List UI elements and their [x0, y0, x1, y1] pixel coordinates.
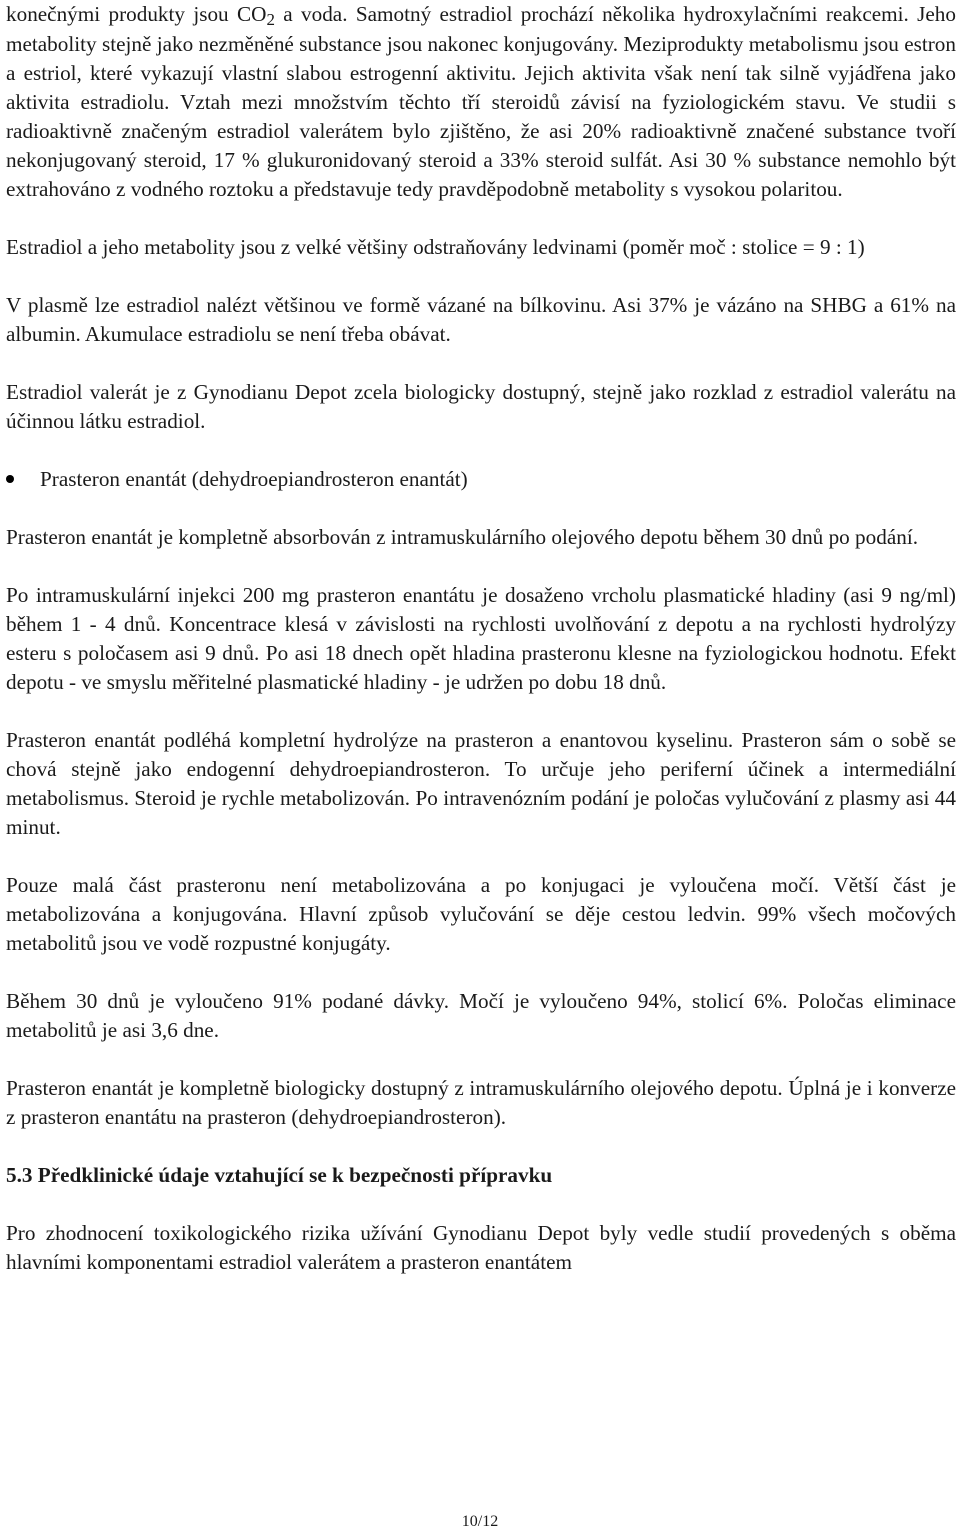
paragraph-bioavailability: Estradiol valerát je z Gynodianu Depot zcela biologicky dostupný, stejně jako rozklad z estradiol valerátu na účinnou látku estradiol. — [6, 380, 956, 433]
paragraph-prasteron-excretion: Během 30 dnů je vyloučeno 91% podané dávky. Močí je vyloučeno 94%, stolicí 6%. Poločas eliminace metabolitů je asi 3,6 dne. — [6, 989, 956, 1042]
paragraph-prasteron-hydrolysis: Prasteron enantát podléhá kompletní hydrolýze na prasteron a enantovou kyselinu. Prasteron sám o sobě se chová stejně jako endogenní dehydroepiandrosteron. To určuje jeho periferní účinek a intermediální metabolismus. Steroid je rychle metabolizován. Po intravenózním podání je poločas vylučování z plasmy asi 44 minut. — [6, 728, 956, 839]
co2-subscript: 2 — [266, 10, 275, 30]
document-page — [6, 0, 956, 1277]
paragraph-prasteron-absorption: Prasteron enantát je kompletně absorbován z intramuskulárního olejového depotu během 30 dnů po podání. — [6, 525, 919, 549]
paragraph-plasma-binding: V plasmě lze estradiol nalézt většinou ve formě vázané na bílkovinu. Asi 37% je vázáno na SHBG a 61% na albumin. Akumulace estradiolu se není třeba obávat. — [6, 293, 956, 346]
paragraph-prasteron-bioavailability: Prasteron enantát je kompletně biologicky dostupný z intramuskulárního olejového depotu. Úplná je i konverze z prasteron enantátu na prasteron (dehydroepiandrosteron). — [6, 1076, 956, 1129]
bullet-icon — [6, 475, 14, 483]
paragraph-prasteron-injection: Po intramuskulární injekci 200 mg prasteron enantátu je dosaženo vrcholu plasmatické hladiny (asi 9 ng/ml) během 1 - 4 dnů. Koncentrace klesá v závislosti na rychlosti uvolňování z depotu a na rychlosti hydrolýzy esteru s poločasem asi 9 dnů. Po asi 18 dnech opět hladina prasteronu klesne na fyziologickou hodnotu. Efekt depotu - ve smyslu měřitelné plasmatické hladiny - je udržen po dobu 18 dnů. — [6, 583, 956, 694]
paragraph-prasteron-conjugation: Pouze malá část prasteronu není metabolizována a po konjugaci je vyloučena močí. Větší část je metabolizována a konjugována. Hlavní způsob vylučování se děje cestou ledvin. 99% všech močových metabolitů jsou ve vodě rozpustné konjugáty. — [6, 873, 956, 955]
section-heading: 5.3 Předklinické údaje vztahující se k bezpečnosti přípravku — [6, 1163, 553, 1187]
page-number: 10/12 — [461, 1513, 499, 1530]
paragraph-metabolism-rest: a voda. Samotný estradiol prochází několika hydroxylačními reakcemi. Jeho metabolity stejně jako nezměněné substance jsou nakonec konjugovány. Meziprodukty metabolismu jsou estron a estriol, které vykazují vlastní slabou estrogenní aktivitu. Jejich aktivita však není tak silně vyjádřena jako aktivita estradiolu. Vztah mezi množstvím těchto tří steroidů závisí na fyziologickém stavu. Ve studii s radioaktivně značeným estradiol valerátem bylo zjištěno, že asi 20% radioaktivně značené substance tvoří nekonjugovaný steroid, 17 % glukuronidovaný steroid a 33% steroid sulfát. Asi 30 % substance nemohlo být extrahováno z vodného roztoku a představuje tedy pravděpodobně metabolity s vysokou polaritou. — [6, 2, 956, 201]
paragraph-metabolism-start: konečnými produkty jsou CO — [6, 2, 267, 26]
paragraph-elimination: Estradiol a jeho metabolity jsou z velké většiny odstraňovány ledvinami (poměr moč : stolice = 9 : 1) — [6, 235, 865, 259]
bullet-item-prasteron — [6, 465, 956, 494]
paragraph-metabolism — [6, 0, 956, 204]
paragraph-preclinical: Pro zhodnocení toxikologického rizika užívání Gynodianu Depot byly vedle studií provedených s oběma hlavními komponentami estradiol valerátem a prasteron enantátem — [6, 1221, 956, 1274]
bullet-item-label: Prasteron enantát (dehydroepiandrosteron enantát) — [40, 467, 468, 491]
